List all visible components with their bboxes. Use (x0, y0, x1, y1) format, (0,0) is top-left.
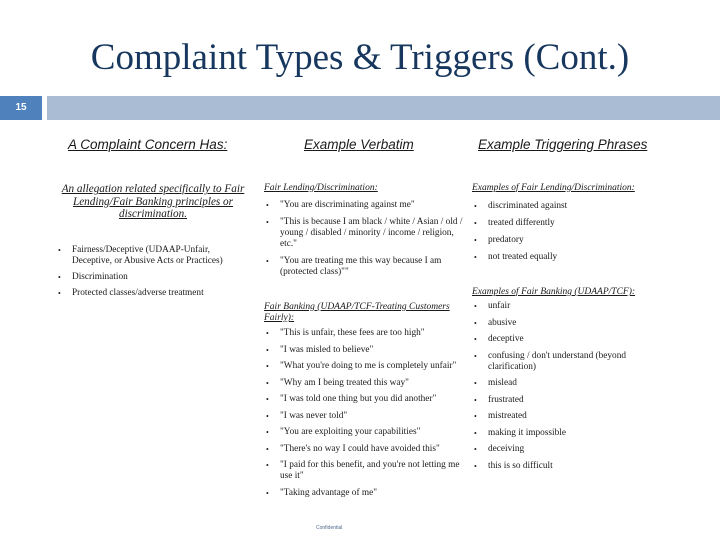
list-item: • "Taking advantage of me" (264, 488, 464, 499)
list-item: • deceptive (472, 334, 652, 345)
col3-section2-heading: Examples of Fair Banking (UDAAP/TCF): (472, 287, 636, 297)
col1-intro: An allegation related specifically to Fair Lending/Fair Banking principles or discrimination. (61, 183, 245, 220)
list-item: • Protected classes/adverse treatment (56, 288, 252, 299)
list-item: • discriminated against (472, 201, 672, 212)
header-rule (47, 96, 720, 120)
confidential-footer: Confidential (316, 525, 343, 531)
list-item: • "This is because I am black / white / Asian / old / young / disabled / minority / income / religion, etc." (264, 217, 464, 250)
list-item: • treated differently (472, 218, 672, 229)
list-item: • "There's no way I could have avoided this" (264, 444, 464, 455)
list-item: • Discrimination (56, 272, 252, 283)
col3-section2-list (472, 301, 652, 477)
list-item: • mislead (472, 378, 652, 389)
list-item: • frustrated (472, 395, 652, 406)
col2-section2-heading: Fair Banking (UDAAP/TCF-Treating Customers Fairly): (264, 302, 450, 323)
col3-section1-list (472, 201, 672, 269)
list-item: • predatory (472, 235, 672, 246)
list-item: • "You are exploiting your capabilities" (264, 427, 464, 438)
col2-section1-heading: Fair Lending/Discrimination: (264, 183, 378, 193)
list-item: • making it impossible (472, 428, 652, 439)
list-item: • "This is unfair, these fees are too high" (264, 328, 464, 339)
list-item: • "I was told one thing but you did another" (264, 394, 464, 405)
col1-header: A Complaint Concern Has: (68, 137, 228, 152)
col2-section1-list (264, 200, 464, 284)
list-item: • "I was never told" (264, 411, 464, 422)
list-item: • this is so difficult (472, 461, 652, 472)
col3-header: Example Triggering Phrases (478, 137, 648, 152)
list-item: • "You are discriminating against me" (264, 200, 464, 211)
list-item: • not treated equally (472, 252, 672, 263)
list-item: • "Why am I being treated this way" (264, 378, 464, 389)
list-item: • abusive (472, 318, 652, 329)
list-item: • "I paid for this benefit, and you're not letting me use it" (264, 460, 464, 482)
list-item: • Fairness/Deceptive (UDAAP-Unfair, Deceptive, or Abusive Acts or Practices) (56, 245, 252, 267)
list-item: • deceiving (472, 444, 652, 455)
col2-section2-list (264, 328, 464, 504)
col3-section1-heading: Examples of Fair Lending/Discrimination: (472, 183, 635, 193)
slide-number: 15 (0, 96, 42, 120)
list-item: • unfair (472, 301, 652, 312)
slide-title: Complaint Types & Triggers (Cont.) (90, 37, 630, 78)
list-item: • "You are treating me this way because I am (protected class)"" (264, 256, 464, 278)
col1-list (56, 245, 252, 304)
list-item: • mistreated (472, 411, 652, 422)
col2-header: Example Verbatim (304, 137, 414, 152)
list-item: • "What you're doing to me is completely unfair" (264, 361, 464, 372)
list-item: • "I was misled to believe" (264, 345, 464, 356)
list-item: • confusing / don't understand (beyond clarification) (472, 351, 652, 373)
